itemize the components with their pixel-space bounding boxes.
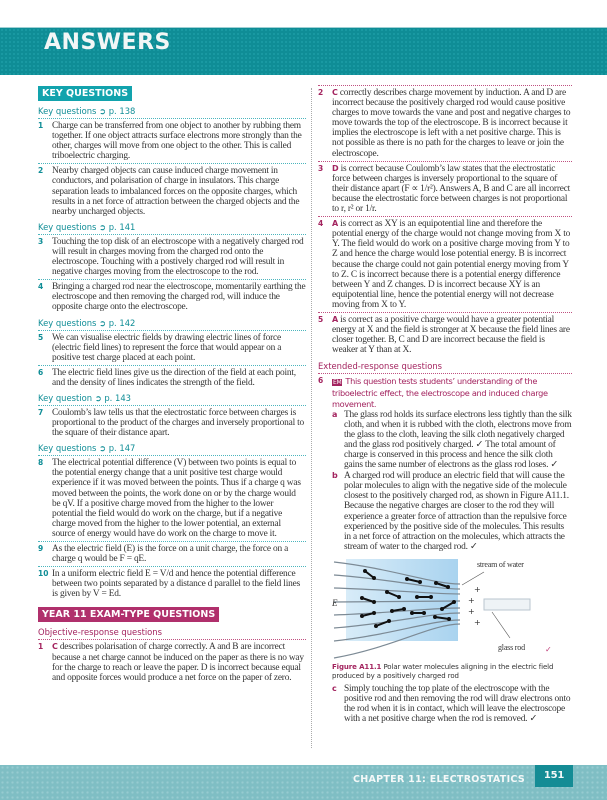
answer-item xyxy=(318,161,572,216)
answer-item xyxy=(38,118,306,163)
rod-label: glass rod xyxy=(498,642,525,652)
answer-number: 4 xyxy=(318,219,324,229)
answer-item xyxy=(38,566,306,601)
svg-text:+: + xyxy=(468,595,475,605)
answer-item xyxy=(318,216,572,312)
molecule-atom xyxy=(415,595,419,599)
molecule-atom xyxy=(372,576,376,580)
part-label: c xyxy=(332,683,337,693)
page-title: ANSWERS xyxy=(44,30,171,55)
answer-text: Charge can be transferred from one object to another by rubbing them together. If one object attracts surface electrons more strongly than the other, charges will move from one object to the other. This is called triboelectric charging. xyxy=(52,121,302,162)
left-column xyxy=(38,86,306,685)
molecule-atom xyxy=(387,619,391,623)
answer-item xyxy=(318,85,572,161)
objective-answers xyxy=(318,85,572,357)
molecule-atom xyxy=(402,607,406,611)
molecule-atom xyxy=(363,569,367,573)
part-label: b xyxy=(332,471,338,481)
answer-item-6 xyxy=(318,373,572,726)
answer-item xyxy=(38,330,306,365)
molecule-atom xyxy=(397,595,401,599)
figure-caption xyxy=(332,663,572,681)
answer-number: 1 xyxy=(38,121,44,130)
answer-text: The electrical potential difference (V) between two points is equal to the potential energy change that a unit positive test charge would experience if it was moved between the points. Thus if a charge q was moved between the points, the work done on or by the charge would be qV. If a positive charge moved from the higher to the lower potential the field would do work on the charge, but if a negative charge moved from the higher to the lower potential, an external source of energy would have do work on the charge to move it. xyxy=(52,458,301,539)
answer-item xyxy=(38,541,306,566)
molecule-atom xyxy=(374,624,378,628)
molecule-atom xyxy=(372,611,376,615)
molecule-atom xyxy=(447,617,451,621)
answer-text: correctly describes charge movement by induction. A and D are incorrect because the positively charged rod would cause positive charges to move towards the vane and post and negative charges to move towards the top of the electroscope. B is incorrect because it implies the electroscope is left with a net positive charge. This is not possible as there is no path for the charges to leave or join the electroscope. xyxy=(332,88,571,159)
molecule-atom xyxy=(446,585,450,589)
answer-lead: C xyxy=(332,88,338,97)
molecule-atom xyxy=(429,595,433,599)
answer-number: 8 xyxy=(38,458,44,468)
right-column xyxy=(318,85,572,726)
answer-number: 5 xyxy=(38,332,44,342)
part-text: Simply touching the top plate of the electroscope with the positive rod and then removing the rod will draw electrons onto the rod when it is in contact, which will leave the electroscope with a net positive charge when the rod is removed. ✓ xyxy=(344,683,571,725)
answer-number: 2 xyxy=(318,88,324,97)
answer-item xyxy=(38,455,306,541)
answer-item xyxy=(38,163,306,218)
column-divider xyxy=(311,88,312,748)
answer-item xyxy=(318,312,572,357)
molecule-atom xyxy=(360,614,364,618)
molecule-atom xyxy=(360,596,364,600)
em-badge: EM xyxy=(333,379,342,387)
answer-lead: A xyxy=(332,314,338,324)
key-questions-subheading: Key questions ➲ p. 141 xyxy=(38,221,136,232)
figure-a11-1 xyxy=(332,554,572,662)
answer-text: Touching the top disk of an electroscope with a negatively charged rod will result in charges moving from the charged rod onto the electroscope. Touching with a postively charged rod will result in negative charges moving from the electroscope to the rod. xyxy=(52,236,304,278)
page-number: 151 xyxy=(535,765,573,787)
svg-text:+: + xyxy=(474,584,481,594)
answer-number: 6 xyxy=(38,367,44,377)
field-label: E xyxy=(332,597,338,608)
answer-text: Bringing a charged rod near the electroscope, momentarily earthing the electroscope and then removing the charged rod, will induce the opposite charge onto the electroscope. xyxy=(52,282,306,313)
caption-label: Figure A11.1 xyxy=(332,662,382,671)
molecule-atom xyxy=(372,600,376,604)
key-questions-subheading: Key questions ➲ p. 147 xyxy=(38,443,136,454)
answer-number: 10 xyxy=(38,569,49,579)
answer-item xyxy=(38,405,306,440)
part-label: a xyxy=(332,409,338,419)
objective-heading: Objective-response questions xyxy=(38,627,162,638)
answer-lead: D xyxy=(332,163,339,173)
answer-text: As the electric field (E) is the force on a unit charge, the force on a charge q would be F = qE. xyxy=(52,544,289,565)
answer-number: 7 xyxy=(38,407,44,417)
key-questions-subheading: Key questions ➲ p. 138 xyxy=(38,106,136,116)
answer-item xyxy=(38,365,306,390)
answer-number: 6 xyxy=(318,376,324,386)
key-question-groups xyxy=(38,106,306,601)
molecule-atom xyxy=(440,607,444,611)
page-footer xyxy=(0,765,607,800)
question-intro: This question tests students’ understanding of the triboelectric effect, the electroscope and induced charge movement. xyxy=(332,376,548,409)
answer-lead: C xyxy=(52,642,58,652)
water-stream xyxy=(346,559,458,641)
molecule-atom xyxy=(405,577,409,581)
key-questions-subheading: Key questions ➲ p. 142 xyxy=(38,317,136,328)
part-a xyxy=(332,410,572,471)
part-c xyxy=(332,684,572,724)
water-label: stream of water xyxy=(477,559,524,569)
answer-text: is correct as XY is an equipotential line and therefore the potential energy of the charge would not change moving from X to Y. The field would do work on a positive charge moving from Y to Z and hence the charge would lose potential energy. B is incorrect because the charge could not gain potential energy moving from Y to Z. C is incorrect because there is a potential energy difference between Y and Z changes. D is incorrect because XY is an equipotential line, hence the potential energy will not decrease moving from X to Y. xyxy=(332,219,571,310)
part-text: The glass rod holds its surface electrons less tightly than the silk cloth, and when it is rubbed with the cloth, electrons move from the glass to the cloth, leaving the silk cloth negatively charged and the glass rod positively charged. ✓ The total amount of charge is conserved in this process and hence the silk cloth gains the same number of electrons as the glass rod loses. ✓ xyxy=(344,409,572,471)
molecule-atom xyxy=(410,611,414,615)
chapter-title: CHAPTER 11: ELECTROSTATICS xyxy=(352,774,525,785)
molecule-atom xyxy=(452,600,456,604)
polar-molecules-diagram xyxy=(332,554,564,662)
answer-text: is correct because Coulomb’s law states that the electrostatic force between charges is inversely proportional to the square of their distance apart (F ∝ 1/r²). Answers A, B and C are all incorrect because the electrostatic force between charges is not proportional to r, r² or 1/r. xyxy=(332,163,571,215)
molecule-atom xyxy=(434,581,438,585)
answer-text: describes polarisation of charge correctly. A and B are incorrect because a net charge cannot be induced on the paper as there is no way for the charge to reach or leave the paper. D is incorrect because equal and opposite forces would produce a net force on the paper of zero. xyxy=(52,642,304,683)
part-b xyxy=(332,471,572,552)
answer-number: 3 xyxy=(38,236,44,246)
caption-text: Polar water molecules aligning in the electric field produced by a positively charged rod xyxy=(332,662,554,680)
exam-heading: YEAR 11 EXAM-TYPE QUESTIONS xyxy=(38,607,219,622)
svg-text:+: + xyxy=(468,606,475,616)
answer-text: Coulomb’s law tells us that the electrostatic force between charges is proportional to the product of the charges and inversely proportional to the square of their distance apart. xyxy=(52,407,305,439)
molecule-atom xyxy=(390,609,394,613)
answer-item xyxy=(38,234,306,279)
answer-number: 3 xyxy=(318,163,324,173)
answer-number: 4 xyxy=(38,282,44,292)
answer-number: 1 xyxy=(38,642,44,652)
key-questions-heading: KEY QUESTIONS xyxy=(38,86,132,101)
answer-item xyxy=(38,279,306,314)
answer-lead: A xyxy=(332,219,338,229)
rod-charges xyxy=(468,585,481,627)
key-questions-subheading: Key question ➲ p. 143 xyxy=(38,392,131,403)
answer-text: We can visualise electric fields by drawing electric lines of force (electric field lines) to represent the force that would appear on a positive test charge placed at each point. xyxy=(52,332,282,363)
header-band xyxy=(0,27,607,75)
molecule-atom xyxy=(418,580,422,584)
part-text: A charged rod will produce an electric field that will cause the polar molecules to align with the negative side of the molecule closest to the positively charged rod, as shown in Figure A11.1. Because the negative charges are closer to the rod they will experience a greater force of attraction than the repulsive force experienced by the positive side of the molecules. This results in a net force of attraction on the molecules, which attracts the stream of water to the charged rod. ✓ xyxy=(344,471,569,552)
molecule-atom xyxy=(385,590,389,594)
molecule-atom xyxy=(433,615,437,619)
answer-number: 2 xyxy=(38,166,44,176)
answer-text: The electric field lines give us the direction of the field at each point, and the density of lines indicates the strength of the field. xyxy=(52,367,296,388)
svg-text:+: + xyxy=(474,617,481,627)
molecule-atom xyxy=(422,611,426,615)
extended-heading: Extended-response questions xyxy=(318,361,443,372)
answer-text: In a uniform electric field E = V/d and hence the potential difference between two points separated by a distance d parallel to the field lines is given by V = Ed. xyxy=(52,569,301,600)
answer-number: 5 xyxy=(318,314,324,324)
answer-text: is correct as a positive charge would have a greater potential energy at X and the field is stronger at X because the field lines are closer together. B, C and D are incorrect because the field is weaker at Y than at X. xyxy=(332,314,570,356)
answer-number: 9 xyxy=(38,544,44,553)
tick-mark: ✓ xyxy=(545,644,552,654)
answer-item xyxy=(38,639,306,684)
answer-text: Nearby charged objects can cause induced charge movement in conductors, and polarisation of charge in insulators. This charge separation leads to imbalanced forces on the opposite charges, which results in a net force of attraction between the charged objects and the nearby uncharged objects. xyxy=(52,166,300,217)
glass-rod xyxy=(484,599,530,610)
